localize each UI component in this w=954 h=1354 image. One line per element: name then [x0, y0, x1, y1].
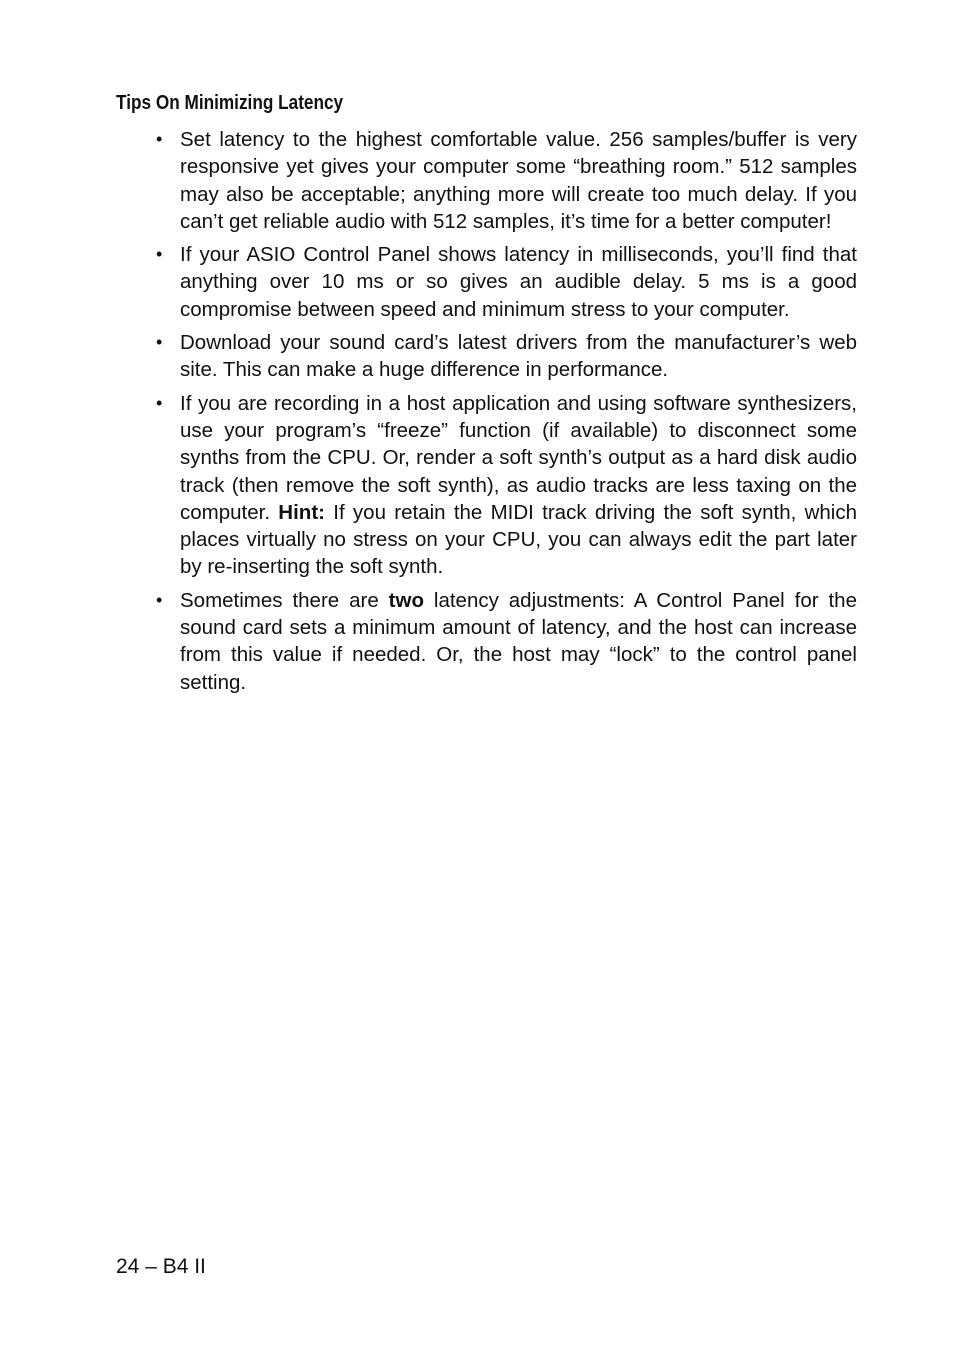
tip-text: Download your sound card’s latest drivers from the manufacturer’s web site. This can make a huge difference in performance. [180, 331, 857, 382]
tip-emphasis: Hint: [278, 500, 325, 524]
section-heading: Tips On Minimizing Latency [116, 92, 344, 114]
tip-text: latency adjustments: A Control Panel for the sound card sets a minimum amount of latency, and the host can increase from this value if needed. Or, the host may “lock” to the control panel setting. [180, 588, 857, 694]
list-item [156, 390, 857, 581]
bullet-icon: • [156, 392, 163, 413]
bullet-icon: • [156, 589, 163, 610]
bullet-icon: • [156, 129, 163, 149]
list-item [156, 587, 857, 696]
tip-text: If you retain the MIDI track driving the soft synth, which places virtually no stress on your CPU, you can always edit the part later by re-inserting the soft synth. [180, 500, 857, 579]
list-item [156, 126, 857, 235]
bullet-icon: • [156, 244, 163, 265]
bullet-icon: • [156, 332, 163, 353]
list-item [156, 329, 857, 384]
tip-emphasis: two [388, 588, 424, 612]
tip-text: If your ASIO Control Panel shows latency in milliseconds, you’ll find that anything over 10 ms or so gives an audible delay. 5 ms is a good compromise between speed and minimum stress to your computer. [180, 243, 857, 321]
tip-text: Set latency to the highest comfortable value. 256 samples/buffer is very responsive yet gives your computer some “breathing room.” 512 samples may also be acceptable; anything more will create too much delay. If you can’t get reliable audio with 512 samples, it’s time for a better computer! [180, 128, 857, 233]
page-footer: 24 – B4 II [116, 1255, 206, 1278]
tip-text: Sometimes there are [180, 588, 389, 612]
tip-text: If you are recording in a host application and using software synthesizers, use your program’s “freeze” function (if available) to disconnect some synths from the CPU. Or, render a soft synth’s output as a hard disk audio track (then remove the soft synth), as audio tracks are less taxing on the computer. [180, 391, 857, 524]
list-item [156, 241, 857, 323]
tips-list [156, 126, 857, 702]
